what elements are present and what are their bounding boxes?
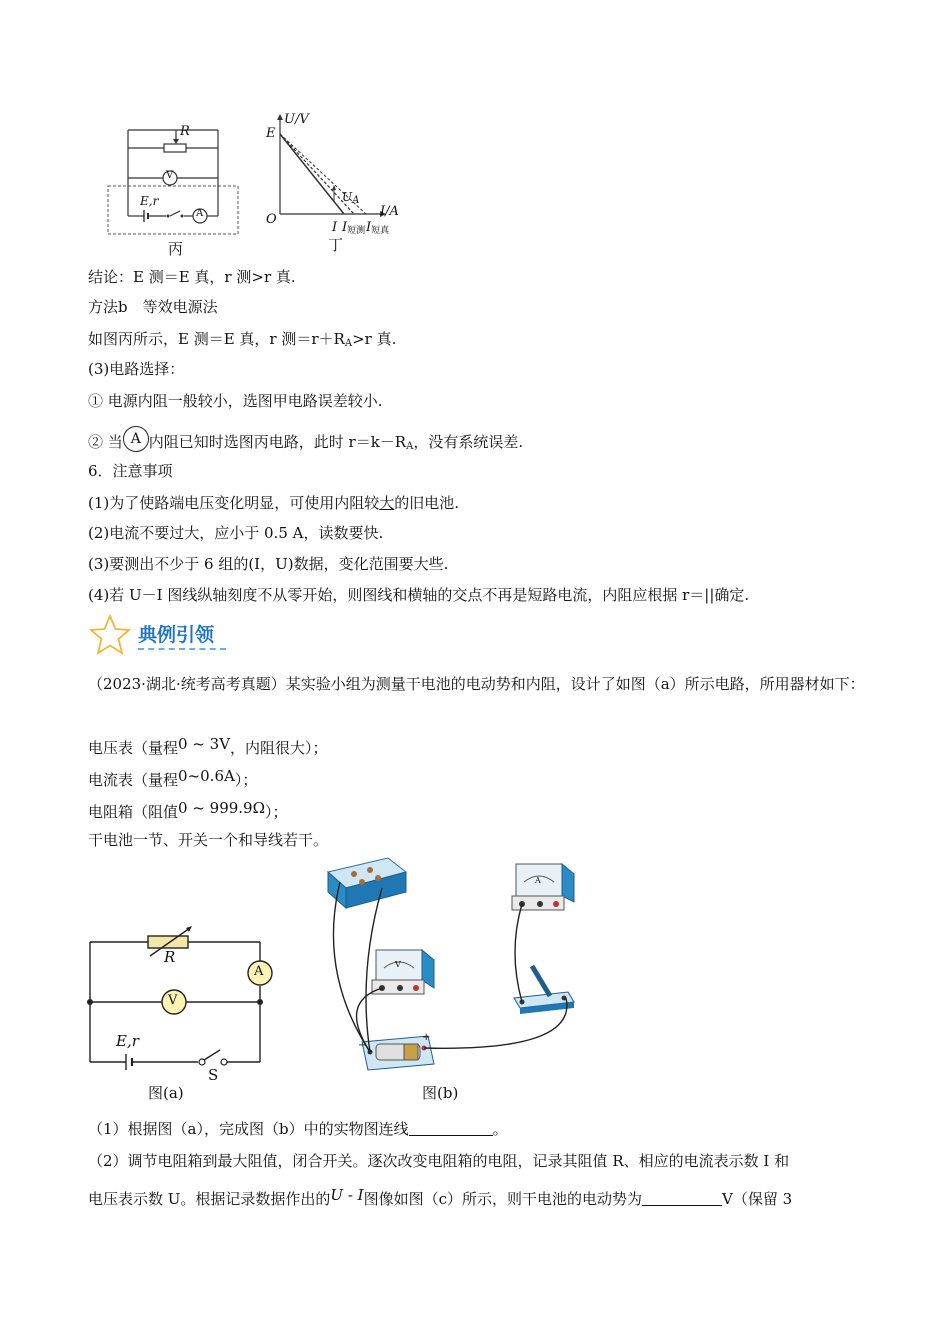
note-4: (4)若 U－I 图线纵轴刻度不从零开始，则图线和横轴的交点不再是短路电流，内阻应根据 r＝||确定. xyxy=(88,586,750,604)
conclusion-line: 结论：E 测＝E 真，r 测>r 真. xyxy=(88,268,296,286)
figure-bing xyxy=(100,118,245,258)
ding-I3-sub: 短真 xyxy=(371,226,390,236)
a-V-label: V xyxy=(168,993,178,1008)
voltmeter-spec-post: ，内阻很大）； xyxy=(230,739,328,757)
fig-bing-result-sub: A xyxy=(344,338,353,349)
a-Er-label: E,r xyxy=(116,1032,139,1050)
battery-plus-label: + xyxy=(422,1032,431,1043)
ammeter-spec-pre: 电流表（量程 xyxy=(88,771,179,789)
answer-blank-2[interactable] xyxy=(642,1191,722,1206)
fig-bing-result-tail: >r 真. xyxy=(352,330,397,348)
ding-I1-label: I xyxy=(332,220,338,235)
voltmeter-spec xyxy=(88,733,328,759)
note-1-pre: (1)为了使路端电压变化明显，可使用内阻较 xyxy=(88,494,380,512)
question-2-post: V（保留 3 xyxy=(722,1190,793,1208)
figure-b xyxy=(318,852,588,1112)
bing-V-label: V xyxy=(166,170,174,181)
fig-bing-result-text: 如图丙所示，E 测＝E 真，r 测＝r＋R xyxy=(88,330,345,348)
choice-item-2-pre: ② 当 xyxy=(88,433,123,451)
a-R-label: R xyxy=(164,948,176,966)
note-1 xyxy=(88,492,459,514)
ding-UA-main: U xyxy=(342,190,353,204)
choice-item-2-sub: A xyxy=(406,441,414,452)
question-2-line-1: （2）调节电阻箱到最大阻值，闭合开关。逐次改变电阻箱的电阻，记录其阻值 R、相应的电流表示数 I 和 xyxy=(88,1152,790,1170)
figure-a-caption: 图(a) xyxy=(148,1084,184,1102)
ding-I3-main: I xyxy=(366,220,372,235)
circuit-a-diagram xyxy=(86,926,286,1086)
box-spec-pre: 电阻箱（阻值 xyxy=(88,803,179,821)
voltmeter-device xyxy=(372,950,434,994)
ammeter-spec-post: ）； xyxy=(234,771,258,789)
bing-R-label: R xyxy=(180,124,190,139)
section-title: 典例引领 xyxy=(138,624,215,646)
ding-caption: 丁 xyxy=(328,236,344,254)
a-S-label: S xyxy=(208,1066,219,1084)
question-1-text: （1）根据图（a），完成图（b）中的实物图连线 xyxy=(88,1120,409,1138)
notes-heading: 6．注意事项 xyxy=(88,462,173,480)
battery-minus-label: − xyxy=(358,1040,367,1051)
figure-b-caption: 图(b) xyxy=(422,1084,459,1102)
ammeter-spec xyxy=(88,765,257,791)
problem-intro: （2023·湖北·统考高考真题）某实验小组为测量干电池的电动势和内阻，设计了如图（a）所示电路，所用器材如下： xyxy=(88,675,865,693)
bing-Er-label: E,r xyxy=(140,194,159,208)
box-spec-post: ）； xyxy=(265,803,288,821)
ding-I2-label xyxy=(342,220,365,236)
fig-bing-result-line xyxy=(88,328,396,355)
ammeter-range: 0~0.6A xyxy=(178,767,235,785)
question-1 xyxy=(88,1118,508,1140)
ding-I2-main: I xyxy=(342,220,348,235)
choice-item-2-post: 内阻已知时选图丙电路，此时 r＝k－R xyxy=(148,433,407,451)
note-1-post: 的旧电池. xyxy=(394,494,460,512)
bing-A-label: A xyxy=(196,208,204,219)
note-2: (2)电流不要过大，应小于 0.5 A，读数要快. xyxy=(88,524,384,542)
circuit-choice-heading: (3)电路选择： xyxy=(88,360,185,378)
a-A-label: A xyxy=(254,964,264,979)
figure-a xyxy=(86,926,286,1106)
note-1-underlined: 大 xyxy=(379,494,395,512)
ding-U-axis: U/V xyxy=(284,112,309,127)
figure-ding xyxy=(262,110,412,260)
ammeter-face-label: A xyxy=(535,876,541,885)
ammeter-icon-letter: A xyxy=(130,431,141,447)
ding-UA-sub: A xyxy=(352,195,360,206)
question-2-mid: 图像如图（c）所示，则干电池的电动势为 xyxy=(363,1190,642,1208)
resistance-box-spec xyxy=(88,797,288,823)
switch-device xyxy=(514,966,574,1014)
section-header xyxy=(88,614,288,654)
other-equipment: 干电池一节、开关一个和导线若干。 xyxy=(88,831,329,849)
voltmeter-face-label: V xyxy=(395,960,401,969)
question-1-end: 。 xyxy=(492,1120,508,1138)
ding-UA-label xyxy=(342,190,359,206)
note-3: (3)要测出不少于 6 组的(I，U)数据，变化范围要大些. xyxy=(88,555,449,573)
choice-item-2 xyxy=(88,426,523,458)
section-underline xyxy=(138,648,226,650)
question-2-pre: 电压表示数 U。根据记录数据作出的 xyxy=(88,1190,331,1208)
box-range: 0 ~ 999.9Ω xyxy=(178,799,266,817)
ding-O-label: O xyxy=(266,212,277,227)
ammeter-device xyxy=(512,864,574,910)
ding-E-label: E xyxy=(266,126,276,141)
ding-I3-label xyxy=(366,220,389,236)
voltmeter-range: 0 ~ 3V xyxy=(178,735,231,753)
ammeter-icon xyxy=(123,426,149,452)
ding-I-axis: I/A xyxy=(380,204,399,219)
choice-item-2-tail: ，没有系统误差. xyxy=(413,433,524,451)
choice-item-1: ① 电源内阻一般较小，选图甲电路误差较小. xyxy=(88,392,383,410)
question-2-line-2 xyxy=(88,1184,792,1210)
star-icon xyxy=(88,614,132,656)
voltmeter-spec-pre: 电压表（量程 xyxy=(88,739,179,757)
bing-caption: 丙 xyxy=(168,240,184,258)
circuit-bing-diagram xyxy=(100,118,245,258)
ding-I2-sub: 短测 xyxy=(347,226,366,236)
method-b-line: 方法b 等效电源法 xyxy=(88,298,218,316)
answer-blank-1[interactable] xyxy=(409,1121,493,1136)
ui-graph-ref: U - I xyxy=(330,1186,364,1204)
